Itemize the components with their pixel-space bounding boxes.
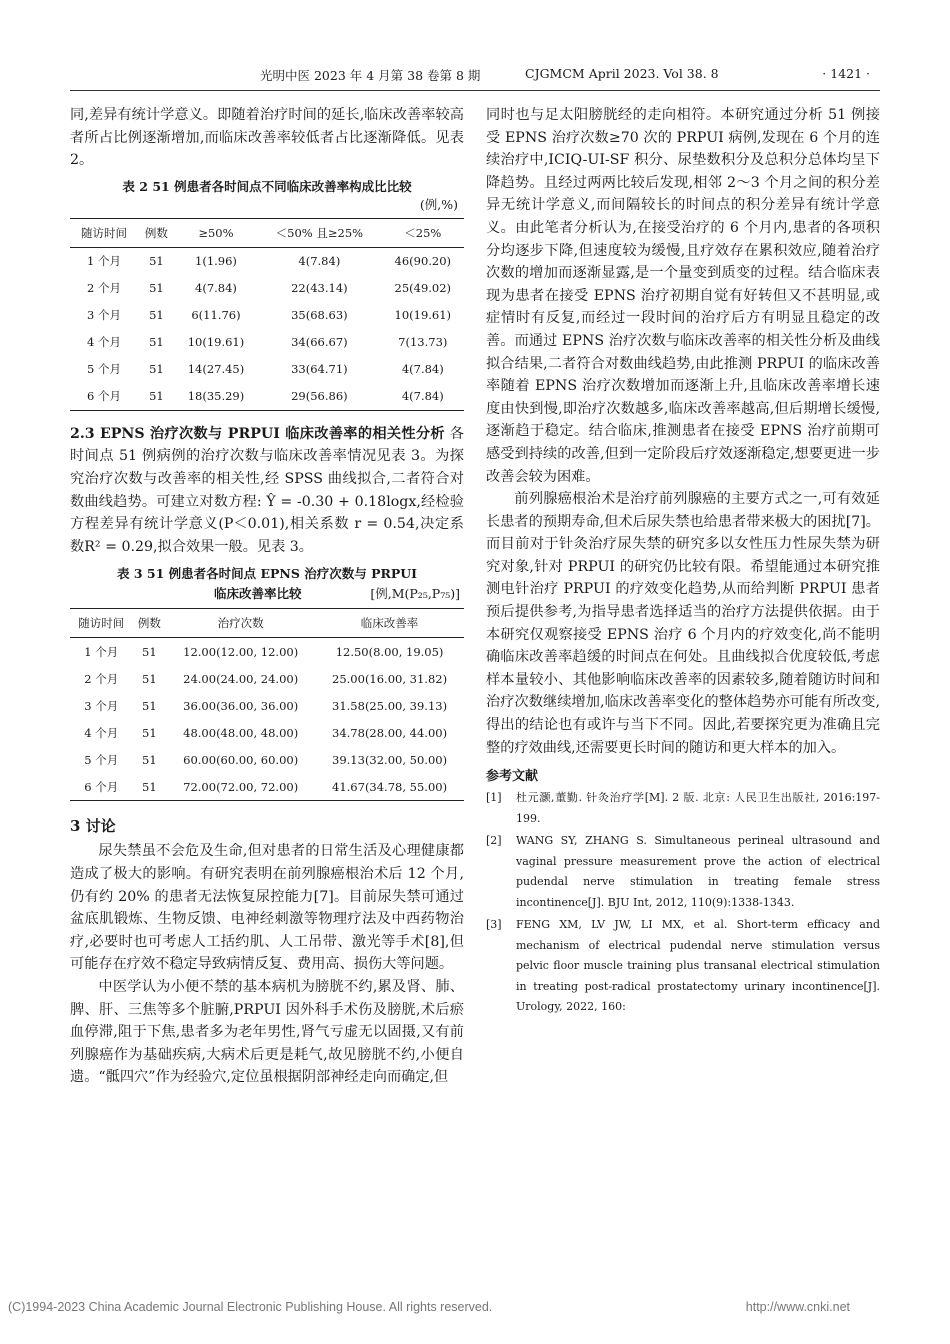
cell: 12.00(12.00, 12.00) (183, 644, 299, 659)
discussion-paragraph: 尿失禁虽不会危及生命,但对患者的日常生活及心理健康都造成了极大的影响。有研究表明在前列腺癌根治术后 12 个月,仍有约 20% 的患者无法恢复尿控能力[7]。目前尿失禁可通过盆底肌锻炼、生物反馈、电神经刺激等物理疗法及中西药物治疗,必要时也可考虑人工括约肌、人工吊带、激光等手术[8],但可能存在疗效不稳定导致病情反复、费用高、损伤大等问题。 (70, 843, 464, 973)
cell: 72.00(72.00, 72.00) (166, 773, 315, 801)
table-row (70, 383, 464, 411)
table-header-cell: 随访时间 (70, 218, 138, 247)
cell: 51 (138, 383, 175, 411)
cell: 51 (142, 644, 157, 659)
cell: 51 (149, 335, 164, 350)
cell: 51 (149, 281, 164, 296)
paragraph: 同时也与足太阳膀胱经的走向相符。本研究通过分析 51 例接受 EPNS 治疗次数≥70 次的 PRPUI 病例,发现在 6 个月的连续治疗中,ICIQ-UI-SF 积分、尿垫数积分及总积分总体均呈下降趋势。且经过两两比较后发现,相邻 2～3 个月之间的积分差异无统计学意义,而间隔较长的时间点的积分差异有统计学意义。由此笔者分析认为,在接受治疗的 6 个月内,患者的各项积分均逐步下降,但速度较为缓慢,且疗效存在累积效应,随着治疗次数的增加而逐渐显露,是一个量变到质变的过程。结合临床表现为患者在接受 EPNS 治疗初期自觉有好转但又不甚明显,或症情时有反复,而经过一段时间的治疗后方有明显且稳定的改善。而通过 EPNS 治疗次数与临床改善率的相关性分析及曲线拟合结果,二者符合对数曲线趋势,由此推测 PRPUI 的临床改善率随着 EPNS 治疗次数增加而逐渐上升,且临床改善率增长速度由快到慢,即治疗次数越多,临床改善率越高,但后期增长缓慢,逐渐趋于稳定。结合临床,推测患者在接受 EPNS 治疗前期可感受到持续的改善,但到一定阶段后疗效逐渐稳定,想要更进一步改善会较为困难。 (486, 107, 880, 485)
reference-number: [2] (486, 834, 502, 848)
table-row (70, 247, 464, 275)
cell: 6 个月 (70, 383, 138, 411)
table2-caption: 表 2 51 例患者各时间点不同临床改善率构成比比较 (122, 178, 412, 194)
reference-text: FENG XM, LV JW, LI MX, et al. Short-term efficacy and mechanism of electrical pudendal nerve stimulation versus pelvic floor muscle training plus transanal electrical stimulation in treating post-radical prostatectomy urinary incontinence[J]. Urology, 2022, 160: (516, 918, 880, 1014)
table-row (70, 329, 464, 356)
table-header-row (70, 218, 464, 247)
journal-title-en: CJGMCM April 2023. Vol 38. 8 (525, 66, 719, 81)
reference-number: [1] (486, 791, 502, 805)
table3-unit: [例,M(P₂₅,P₇₅)] (370, 586, 460, 602)
table2-unit: (例,%) (419, 196, 458, 212)
table3-caption-line1: 表 3 51 例患者各时间点 EPNS 治疗次数与 PRPUI (116, 566, 418, 582)
paragraph: 前列腺癌根治术是治疗前列腺癌的主要方式之一,可有效延长患者的预期寿命,但术后尿失禁也给患者带来极大的困扰[7]。而目前对于针灸治疗尿失禁的研究多以女性压力性尿失禁为研究对象,针对 PRPUI 的研究仍比较有限。希望能通过本研究推测电针治疗 PRPUI 的疗效变化趋势,从而给判断 PRPUI 患者预后提供参考,为指导患者选择适当的治疗方法提供依据。由于本研究仅观察接受 EPNS 治疗 6 个月内的疗效变化,尚不能明确临床改善率趋缓的时间点在何处。且曲线拟合优度较低,考虑样本量较小、其他影响临床改善率的因素较多,随着随访时间和治疗次数继续增加,临床改善率变化的整体趋势亦可能有所改变,得出的结论也有或许与当下不同。因此,若要探究更为准确且完整的疗效曲线,还需要更长时间的随访和更大样本的加入。 (486, 491, 880, 756)
table-header-cell: ＜50% 且≥25% (257, 218, 381, 247)
cell: 4(7.84) (195, 281, 237, 296)
cell: 12.50(8.00, 19.05) (335, 644, 444, 659)
cell: 10(19.61) (394, 308, 452, 323)
reference-text: 杜元灏,董勤. 针灸治疗学[M]. 2 版. 北京: 人民卫生出版社, 2016:197-199. (516, 791, 880, 825)
cell: 2 个月 (84, 671, 119, 686)
table3-caption (70, 564, 464, 604)
table-header-cell: 例数 (138, 218, 175, 247)
paragraph: 同,差异有统计学意义。即随着治疗时间的延长,临床改善率较高者所占比例逐渐增加,而临床改善率较低者占比逐渐降低。见表 2。 (70, 107, 464, 169)
reference-item (486, 788, 880, 829)
section-3-title: 3 讨论 (70, 817, 116, 836)
table-row (70, 746, 464, 773)
section-2-3 (70, 423, 464, 559)
table-row (70, 719, 464, 746)
cell: 7(13.73) (398, 335, 448, 350)
cell: 1 个月 (84, 644, 119, 659)
cell: 4 个月 (84, 725, 119, 740)
table-header-cell: 治疗次数 (166, 609, 315, 638)
cell: 5 个月 (84, 752, 119, 767)
cell: 33(64.71) (291, 362, 348, 377)
cell: 4(7.84) (401, 362, 444, 377)
cell: 36.00(36.00, 36.00) (183, 698, 299, 713)
cell: 4(7.84) (298, 254, 341, 269)
cell: 35(68.63) (291, 308, 348, 323)
cell: 3 个月 (84, 698, 119, 713)
cell: 46(90.20) (394, 254, 452, 269)
cell: 5 个月 (87, 362, 122, 377)
section-title: 2.3 EPNS 治疗次数与 PRPUI 临床改善率的相关性分析 (70, 425, 445, 442)
cell: 51 (142, 725, 157, 740)
table-row (70, 665, 464, 692)
table-header-cell: 随访时间 (70, 609, 133, 638)
references-title: 参考文献 (486, 769, 539, 785)
cell: 51 (149, 362, 164, 377)
table2 (70, 218, 464, 411)
table-row (70, 638, 464, 666)
cell: 39.13(32.00, 50.00) (332, 752, 448, 767)
cell: 51 (142, 752, 157, 767)
table-row (70, 275, 464, 302)
cell: 29(56.86) (257, 383, 381, 411)
cell: 4(7.84) (382, 383, 464, 411)
reference-number: [3] (486, 918, 502, 932)
cell: 34(66.67) (291, 335, 348, 350)
running-header (70, 66, 880, 91)
cell: 3 个月 (87, 308, 122, 323)
table-header-cell: ＜25% (382, 218, 464, 247)
cell: 6(11.76) (191, 308, 241, 323)
cnki-link[interactable]: http://www.cnki.net (745, 1300, 850, 1314)
table3 (70, 608, 464, 801)
copyright-notice: (C)1994-2023 China Academic Journal Electronic Publishing House. All rights reserved. (8, 1300, 493, 1314)
cell: 18(35.29) (175, 383, 257, 411)
reference-item (486, 915, 880, 1018)
left-column (70, 104, 464, 1089)
cell: 51 (142, 698, 157, 713)
table-row (70, 302, 464, 329)
cell: 4 个月 (87, 335, 122, 350)
discussion-paragraph: 中医学认为小便不禁的基本病机为膀胱不约,累及肾、肺、脾、肝、三焦等多个脏腑,PRPUI 因外科手术伤及膀胱,术后瘀血停滞,阻于下焦,患者多为老年男性,肾气亏虚无以固摄,又有前列腺癌作为基础疾病,大病术后更是耗气,故见膀胱不约,小便自遗。“骶四穴”作为经验穴,定位虽根据阴部神经走向而确定,但 (70, 978, 464, 1086)
table-row (70, 356, 464, 383)
cell: 1(1.96) (195, 254, 237, 269)
cell: 51 (149, 254, 164, 269)
cell: 51 (133, 773, 167, 801)
cell: 41.67(34.78, 55.00) (315, 773, 464, 801)
cell: 48.00(48.00, 48.00) (183, 725, 299, 740)
table3-caption-line2: 临床改善率比较 (214, 586, 302, 602)
cell: 60.00(60.00, 60.00) (183, 752, 299, 767)
table-header-cell: 例数 (133, 609, 167, 638)
table-header-cell: ≥50% (175, 218, 257, 247)
cell: 25(49.02) (394, 281, 452, 296)
table-header-cell: 临床改善率 (315, 609, 464, 638)
table-header-row (70, 609, 464, 638)
reference-item (486, 831, 880, 913)
cell: 22(43.14) (291, 281, 348, 296)
cell: 14(27.45) (187, 362, 245, 377)
cell: 34.78(28.00, 44.00) (332, 725, 448, 740)
cell: 51 (149, 308, 164, 323)
right-column (486, 104, 880, 1020)
table-row (70, 692, 464, 719)
cell: 6 个月 (70, 773, 133, 801)
section-body: 各时间点 51 例病例的治疗次数与临床改善率情况见表 3。为探究治疗次数与改善率的相关性,经 SPSS 曲线拟合,二者符合对数曲线趋势。可建立对数方程: Ŷ = -0.30 + 0.18logx,经检验方程差异有统计学意义(P＜0.01),相关系数 r = 0.54,决定系数R² = 0.29,拟合效果一般。见表 3。 (70, 425, 464, 555)
cell: 10(19.61) (187, 335, 245, 350)
cell: 2 个月 (87, 281, 122, 296)
journal-title: 光明中医 2023 年 4 月第 38 卷第 8 期 (260, 68, 481, 83)
page-number: · 1421 · (822, 66, 870, 81)
table-row (70, 773, 464, 801)
reference-text: WANG SY, ZHANG S. Simultaneous perineal ultrasound and vaginal pressure measurement prove the action of electrical pudendal nerve stimulation in treating female stress incontinence[J]. BJU Int, 2012, 110(9):1338-1343. (516, 834, 880, 909)
cell: 51 (142, 671, 157, 686)
cell: 1 个月 (87, 254, 122, 269)
cell: 25.00(16.00, 31.82) (332, 671, 448, 686)
cell: 24.00(24.00, 24.00) (183, 671, 299, 686)
cell: 31.58(25.00, 39.13) (332, 698, 448, 713)
